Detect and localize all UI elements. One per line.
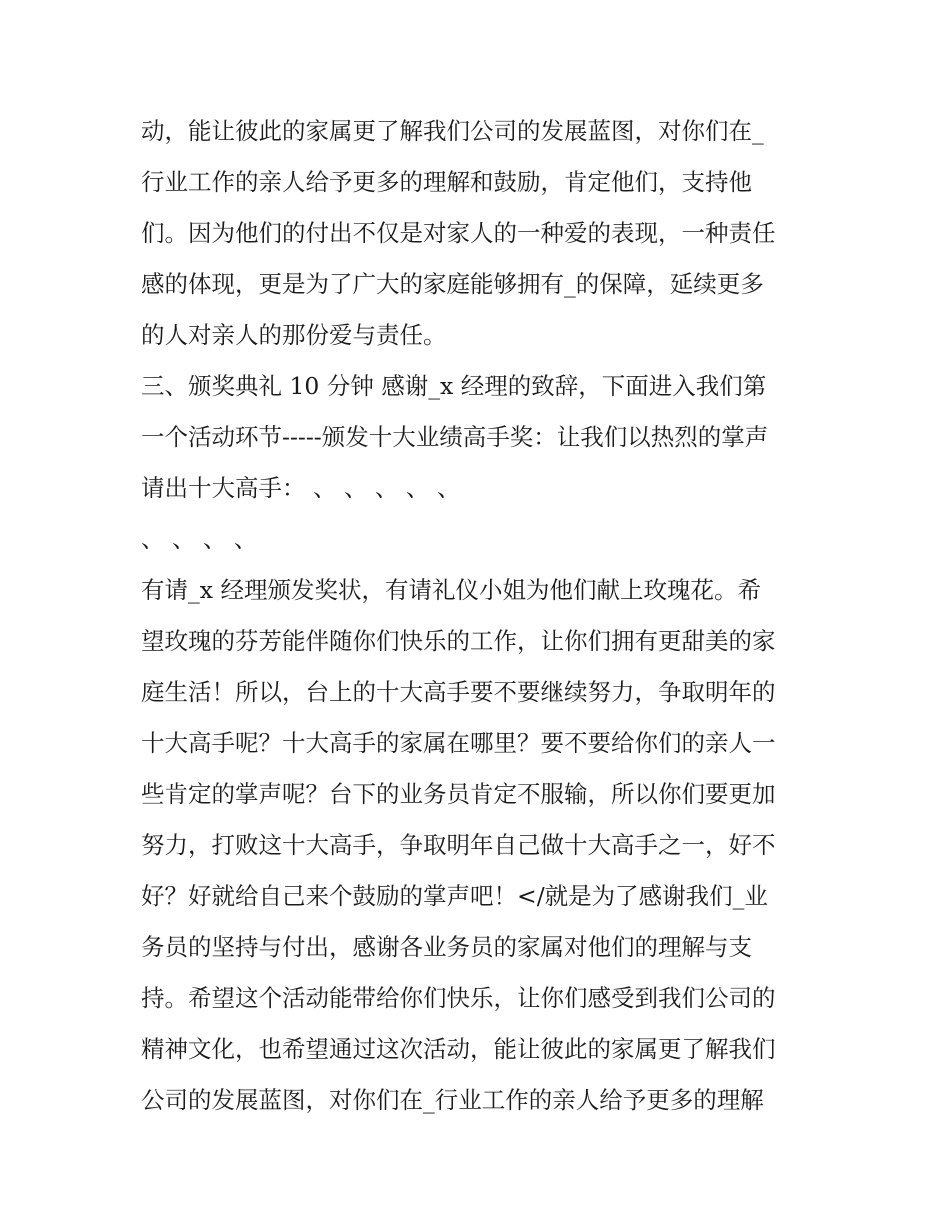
- text-line: 、 、 、 、: [141, 525, 258, 553]
- text-line: 动，能让彼此的家属更了解我们公司的发展蓝图，对你们在_: [141, 117, 764, 145]
- section-heading-line: 三、颁奖典礼 10 分钟 感谢_x 经理的致辞，下面进入我们第: [141, 372, 767, 400]
- text-line: 们。因为他们的付出不仅是对家人的一种爱的表现，一种责任: [141, 219, 776, 247]
- text-line: 庭生活！所以，台上的十大高手要不要继续努力，争取明年的: [141, 678, 776, 706]
- text-line: 持。希望这个活动能带给你们快乐，让你们感受到我们公司的: [141, 984, 776, 1012]
- text-line: 十大高手呢？十大高手的家属在哪里？要不要给你们的亲人一: [141, 729, 776, 757]
- text-line: 一个活动环节-----颁发十大业绩高手奖：让我们以热烈的掌声: [141, 423, 769, 451]
- text-line: 请出十大高手： 、 、 、 、 、: [141, 474, 461, 502]
- text-line: 精神文化，也希望通过这次活动，能让彼此的家属更了解我们: [141, 1035, 776, 1063]
- text-line: 感的体现，更是为了广大的家庭能够拥有_的保障，延续更多: [141, 270, 764, 298]
- text-line: 望玫瑰的芬芳能伴随你们快乐的工作，让你们拥有更甜美的家: [141, 627, 776, 655]
- body-text: [141, 106, 816, 1126]
- text-line: 有请_x 经理颁发奖状，有请礼仪小姐为他们献上玫瑰花。希: [141, 576, 761, 604]
- text-line: 的人对亲人的那份爱与责任。: [141, 321, 447, 349]
- text-line: 行业工作的亲人给予更多的理解和鼓励，肯定他们，支持他: [141, 168, 752, 196]
- text-line: 公司的发展蓝图，对你们在_行业工作的亲人给予更多的理解: [141, 1086, 764, 1114]
- text-line: 努力，打败这十大高手，争取明年自己做十大高手之一，好不: [141, 831, 776, 859]
- text-line: 好？好就给自己来个鼓励的掌声吧！</就是为了感谢我们_业: [141, 882, 768, 910]
- text-line: 些肯定的掌声呢？台下的业务员肯定不服输，所以你们要更加: [141, 780, 776, 808]
- text-line: 务员的坚持与付出，感谢各业务员的家属对他们的理解与支: [141, 933, 752, 961]
